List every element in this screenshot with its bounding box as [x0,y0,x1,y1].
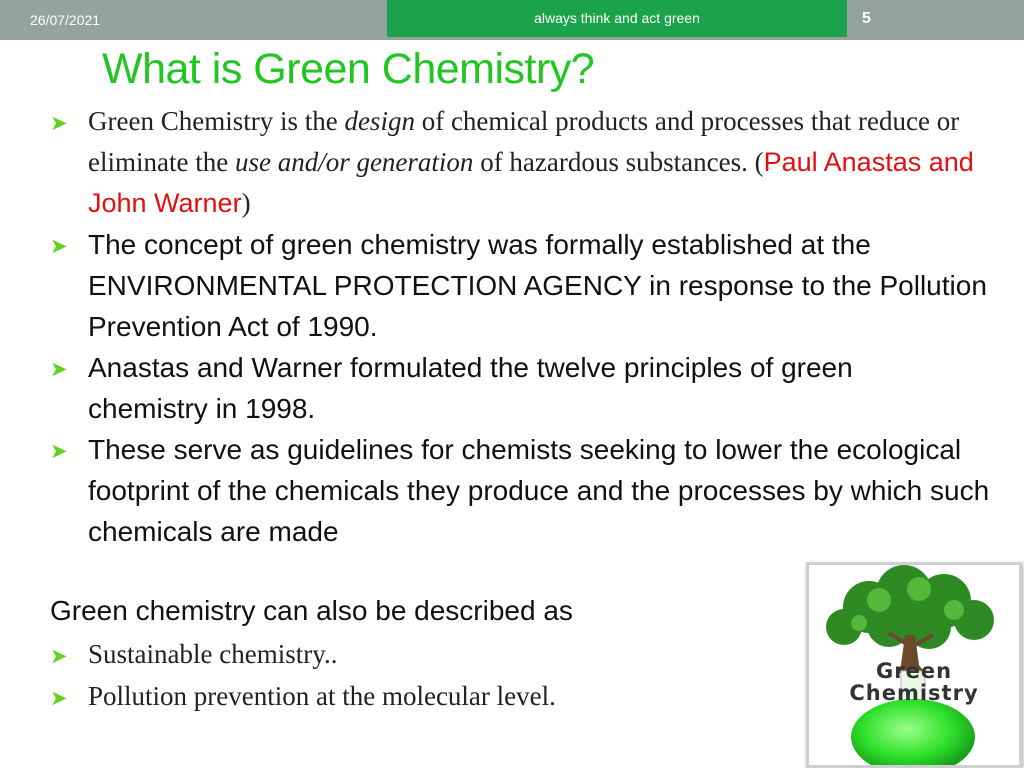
bullet-twelve-principles: ➤ Anastas and Warner formulated the twelve principles of green chemistry in 1998. [50,347,950,429]
arrow-bullet-icon: ➤ [50,111,68,135]
bullet-definition: ➤ Green Chemistry is the design of chemical products and processes that reduce or eliminate the use and/or generation of hazardous substances. (Paul Anastas and John Warner) [50,101,1000,224]
bullet-guidelines: ➤ These serve as guidelines for chemists seeking to lower the ecological footprint of the chemicals they produce and the processes by which such chemicals are made [50,429,1010,552]
tagline-banner: always think and act green [387,0,847,37]
sub-bullet-pollution: ➤ Pollution prevention at the molecular level. [50,676,790,717]
emphasis-design: design [344,106,415,136]
slide-date: 26/07/2021 [30,12,101,28]
slide-title: What is Green Chemistry? [102,45,595,93]
sub-bullet-sustainable: ➤ Sustainable chemistry.. [50,634,790,675]
also-described-heading: Green chemistry can also be described as [50,595,573,626]
green-chemistry-logo [806,562,1022,768]
arrow-bullet-icon: ➤ [50,235,68,258]
authors-citation: Paul Anastas and John Warner [88,147,974,218]
arrow-bullet-icon: ➤ [50,644,68,668]
logo-text: Green Chemistry [849,659,979,705]
bullet-epa: ➤ The concept of green chemistry was formally established at the ENVIRONMENTAL PROTECTION AGENCY in response to the Pollution Prevention Act of 1990. [50,224,1000,347]
arrow-bullet-icon: ➤ [50,686,68,710]
emphasis-use-generation: use and/or generation [234,147,474,177]
top-bar [0,0,1024,40]
arrow-bullet-icon: ➤ [50,440,68,463]
slide-number: 5 [862,10,871,27]
arrow-bullet-icon: ➤ [50,358,68,381]
